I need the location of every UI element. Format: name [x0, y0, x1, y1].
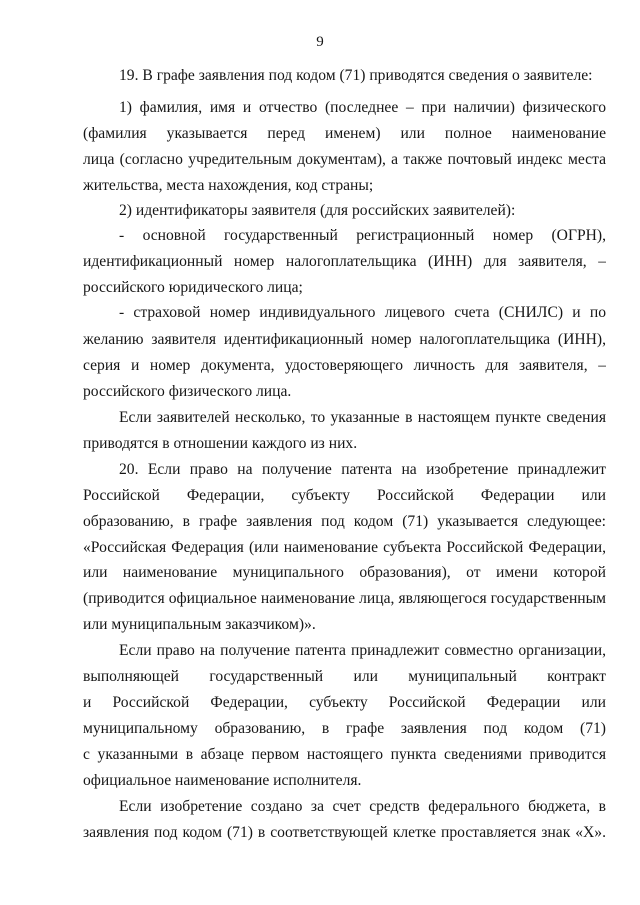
text-line: серия и номер документа, удостоверяющего личность для заявителя, –	[83, 357, 606, 374]
text-line: 19. В графе заявления под кодом (71) приводятся сведения о заявителе:	[119, 67, 593, 84]
text-line: образованию, в графе заявления под кодом (71) указывается следующее:	[83, 513, 606, 530]
text-line: - страховой номер индивидуального лицевого счета (СНИЛС) и по	[119, 304, 606, 321]
text-line: идентификационный номер налогоплательщика (ИНН) для заявителя, –	[83, 253, 606, 270]
text-line: 2) идентификаторы заявителя (для российских заявителей):	[119, 202, 516, 219]
text-line: лица (согласно учредительным документам), а также почтовый индекс места	[83, 151, 606, 168]
text-line: жительства, места нахождения, код страны;	[83, 177, 374, 194]
text-line: (фамилия указывается перед именем) или полное наименование	[83, 125, 606, 142]
text-line: официальное наименование исполнителя.	[83, 772, 362, 789]
text-line: приводятся в отношении каждого из них.	[83, 435, 358, 452]
text-line: Если изобретение создано за счет средств федерального бюджета, в	[119, 798, 606, 815]
text-line: 20. Если право на получение патента на изобретение принадлежит	[119, 461, 606, 478]
page-number: 9	[316, 34, 324, 50]
text-line: российского физического лица.	[83, 383, 292, 400]
text-line: выполняющей государственный или муниципальный контракт	[83, 668, 606, 685]
text-line: с указанными в абзаце первом настоящего пункта сведениями приводится	[83, 746, 606, 763]
text-line: желанию заявителя идентификационный номер налогоплательщика (ИНН),	[83, 331, 606, 348]
text-line: Если заявителей несколько, то указанные в настоящем пункте сведения	[119, 409, 606, 426]
text-line: Российской Федерации, субъекту Российской Федерации или	[83, 487, 606, 504]
text-line: (приводится официальное наименование лица, являющегося государственным	[83, 590, 606, 607]
text-line: 1) фамилия, имя и отчество (последнее – при наличии) физического	[119, 99, 606, 116]
text-line: муниципальному образованию, в графе заявления под кодом (71)	[83, 720, 606, 737]
text-line: заявления под кодом (71) в соответствующей клетке проставляется знак «Х».	[83, 824, 606, 841]
text-line: Если право на получение патента принадлежит совместно организации,	[119, 642, 606, 659]
text-line: и Российской Федерации, субъекту Российской Федерации или	[83, 694, 606, 711]
text-line: или наименование муниципального образования), от имени которой	[83, 564, 606, 581]
text-line: - основной государственный регистрационный номер (ОГРН),	[119, 227, 606, 244]
text-line: «Российская Федерация (или наименование субъекта Российской Федерации,	[83, 539, 606, 556]
text-line: российского юридического лица;	[83, 279, 303, 296]
text-line: или муниципальным заказчиком)».	[83, 616, 316, 633]
